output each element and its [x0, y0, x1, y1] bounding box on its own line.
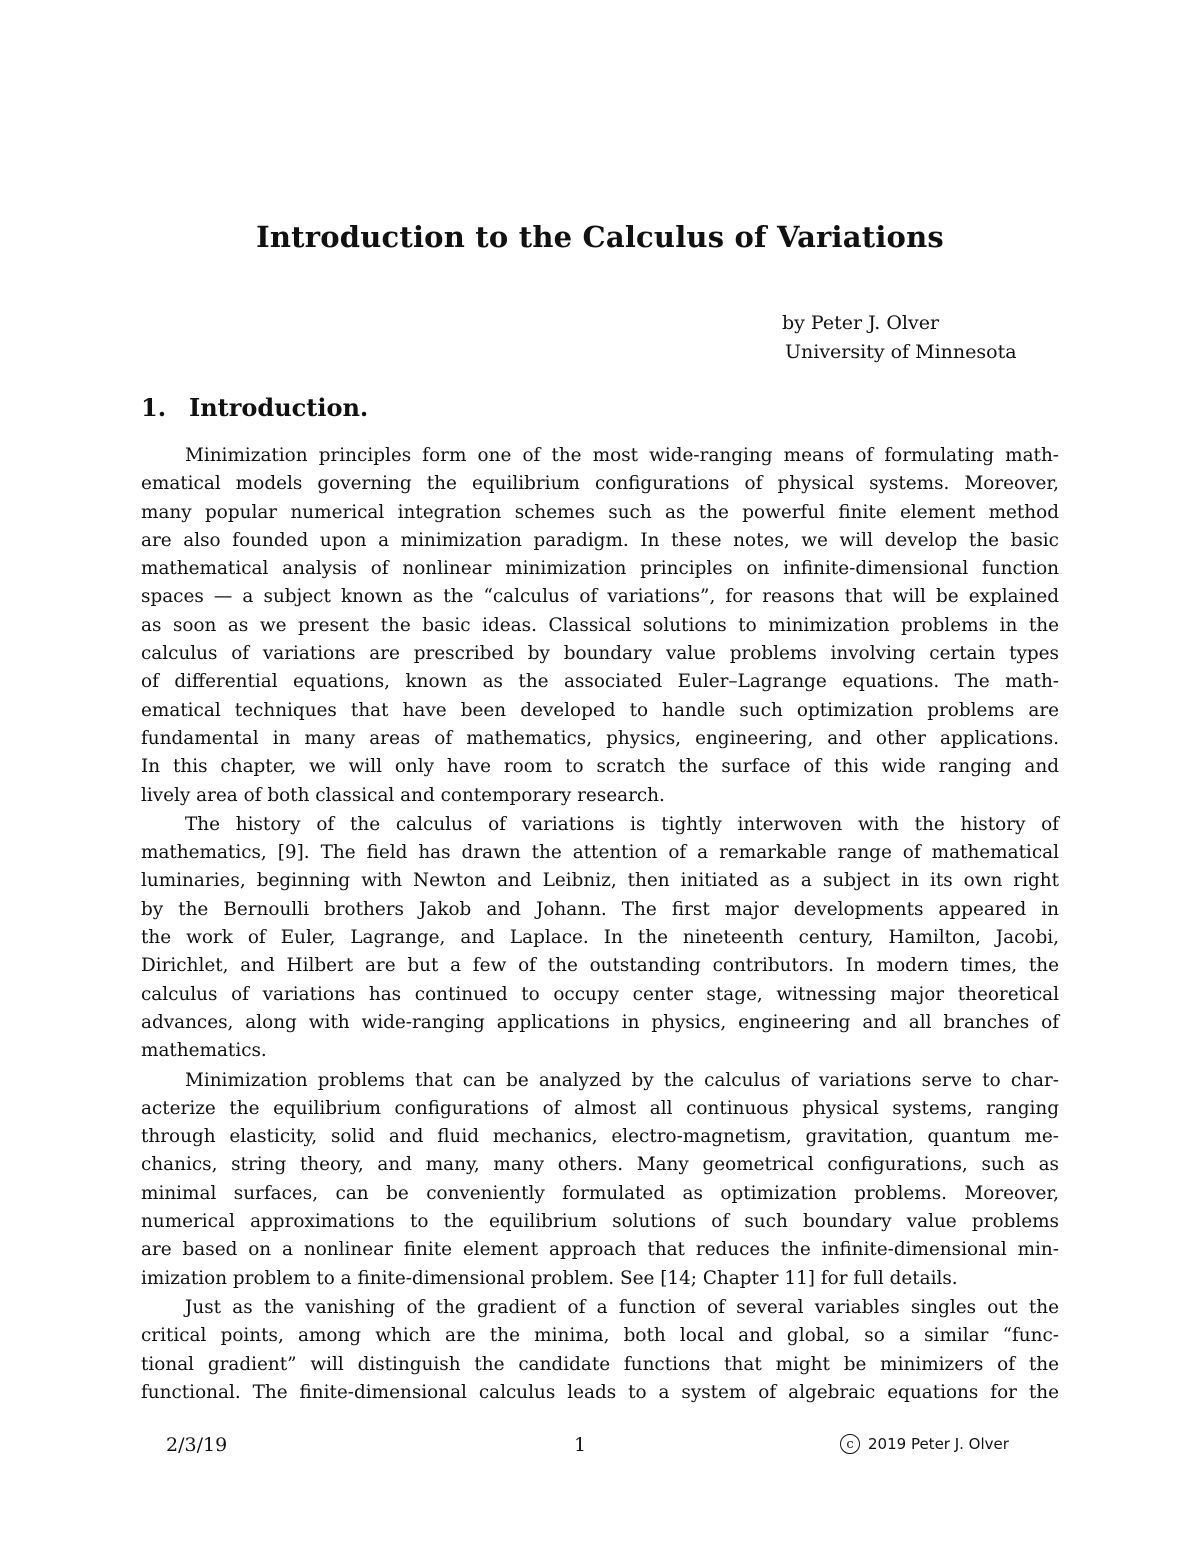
author-block [782, 309, 1017, 367]
text-line: are also founded upon a minimization paradigm. In these notes, we will develop the basic [141, 529, 1059, 551]
text-line: numerical approximations to the equilibrium solutions of such boundary value problems [141, 1211, 1059, 1233]
text-line: Minimization principles form one of the most wide-ranging means of formulating math- [185, 445, 1059, 466]
paragraph-2 [141, 811, 1059, 1066]
body-text [141, 442, 1059, 1408]
text-line: advances, along with wide-ranging applications in physics, engineering and all branches of [141, 1011, 1059, 1033]
text-line: The history of the calculus of variations is tightly interwoven with the history of [185, 813, 1059, 835]
copyright-text: 2019 Peter J. Olver [868, 1435, 1009, 1453]
text-line: spaces — a subject known as the “calculus of variations”, for reasons that will be explained [141, 586, 1059, 608]
page-number: 1 [574, 1434, 587, 1456]
copyright-icon: c [840, 1434, 860, 1454]
text-line: Minimization problems that can be analyzed by the calculus of variations serve to char- [185, 1069, 1059, 1091]
text-line: of differential equations, known as the associated Euler–Lagrange equations. The math- [141, 671, 1059, 693]
page-footer [0, 1434, 1200, 1464]
section-title: Introduction. [189, 393, 369, 422]
paragraph-4 [141, 1294, 1059, 1407]
text-line: critical points, among which are the minima, both local and global, so a similar “func- [141, 1325, 1059, 1347]
section-number: 1. [141, 393, 167, 422]
author-affiliation: University of Minnesota [785, 341, 1017, 363]
text-line: chanics, string theory, and many, many others. Many geometrical configurations, such as [141, 1154, 1059, 1176]
text-line: minimal surfaces, can be conveniently formulated as optimization problems. Moreover, [141, 1182, 1059, 1204]
paper-title: Introduction to the Calculus of Variations [256, 220, 944, 254]
text-line: are based on a nonlinear finite element approach that reduces the infinite-dimensional min- [141, 1239, 1059, 1261]
text-line: mathematics, [9]. The field has drawn the attention of a remarkable range of mathematical [141, 842, 1059, 864]
text-line: fundamental in many areas of mathematics, physics, engineering, and other applications. [141, 727, 1059, 749]
text-line: Just as the vanishing of the gradient of a function of several variables singles out the [185, 1296, 1059, 1318]
text-line: In this chapter, we will only have room to scratch the surface of this wide ranging and [141, 756, 1059, 778]
text-line: imization problem to a finite-dimensional problem. See [14; Chapter 11] for full details. [141, 1267, 958, 1289]
text-line: by the Bernoulli brothers Jakob and Johann. The first major developments appeared in [141, 898, 1059, 920]
text-line: calculus of variations are prescribed by boundary value problems involving certain types [141, 643, 1059, 665]
section-heading [141, 393, 368, 422]
text-line: functional. The finite-dimensional calculus leads to a system of algebraic equations for the [141, 1381, 1059, 1403]
text-line: ematical models governing the equilibrium configurations of physical systems. Moreover, [141, 473, 1059, 495]
text-line: Dirichlet, and Hilbert are but a few of the outstanding contributors. In modern times, the [141, 955, 1059, 977]
text-line: through elasticity, solid and fluid mechanics, electro-magnetism, gravitation, quantum me- [141, 1126, 1059, 1148]
text-line: lively area of both classical and contemporary research. [141, 784, 665, 806]
paragraph-3 [141, 1067, 1059, 1293]
text-line: the work of Euler, Lagrange, and Laplace. In the nineteenth century, Hamilton, Jacobi, [141, 927, 1059, 949]
text-line: many popular numerical integration schemes such as the powerful finite element method [141, 501, 1059, 523]
paragraph-1 [141, 442, 1059, 810]
text-line: mathematical analysis of nonlinear minimization principles on infinite-dimensional function [141, 558, 1059, 580]
text-line: tional gradient” will distinguish the candidate functions that might be minimizers of the [141, 1353, 1059, 1375]
text-line: mathematics. [141, 1040, 267, 1062]
text-line: acterize the equilibrium configurations of almost all continuous physical systems, ranging [141, 1097, 1059, 1119]
text-line: ematical techniques that have been developed to handle such optimization problems are [141, 699, 1059, 721]
author-name: by Peter J. Olver [782, 312, 940, 334]
text-line: luminaries, beginning with Newton and Leibniz, then initiated as a subject in its own right [141, 870, 1059, 892]
text-line: as soon as we present the basic ideas. Classical solutions to minimization problems in the [141, 614, 1059, 636]
text-line: calculus of variations has continued to occupy center stage, witnessing major theoretical [141, 983, 1059, 1005]
copyright-notice [840, 1434, 1009, 1454]
footer-date: 2/3/19 [166, 1434, 228, 1456]
